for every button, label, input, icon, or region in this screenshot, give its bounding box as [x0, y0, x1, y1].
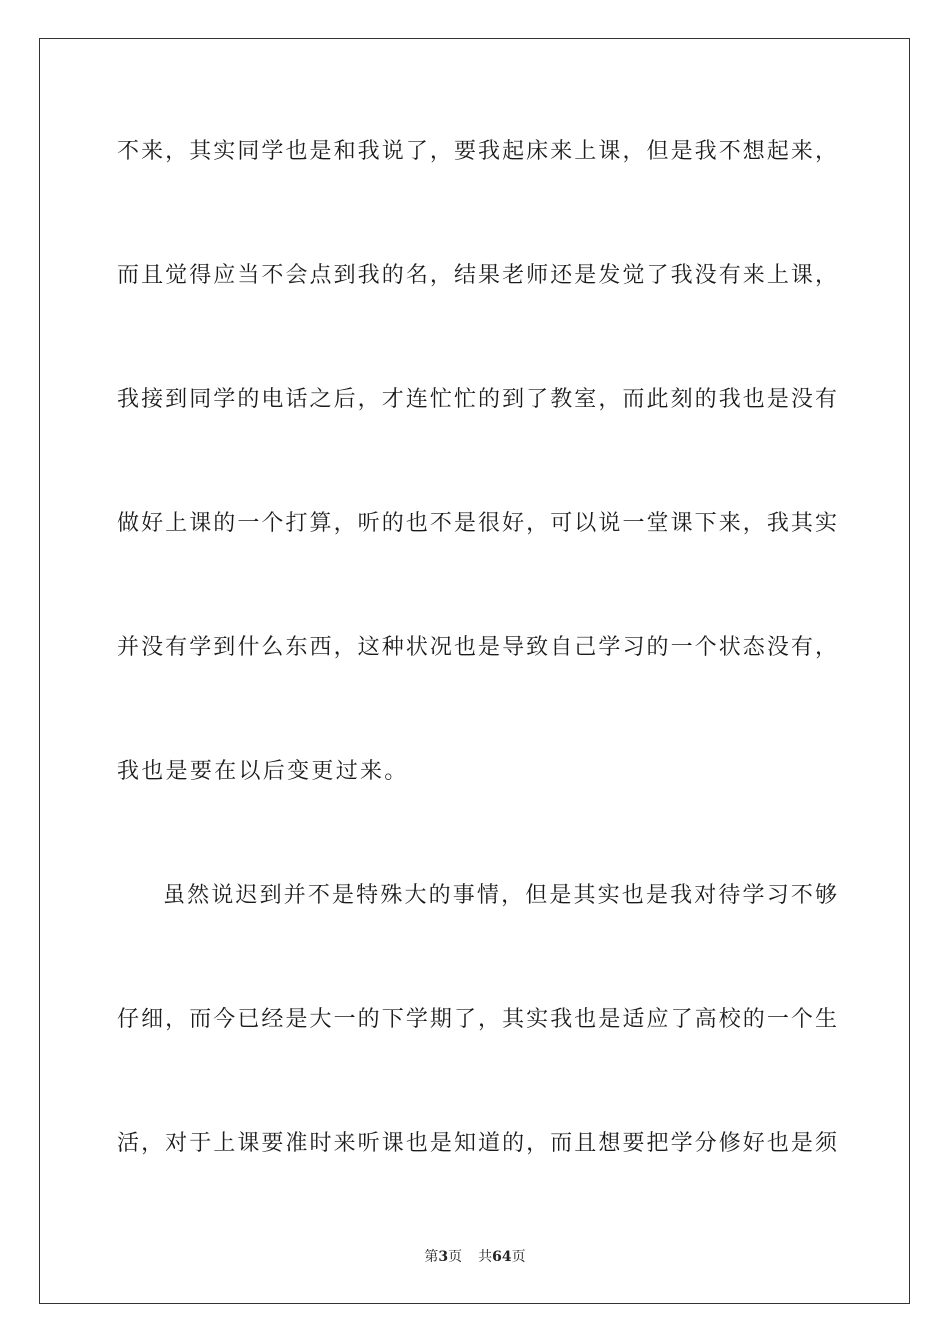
page-prefix: 第: [424, 1249, 439, 1265]
total-pages: 64: [492, 1249, 512, 1265]
body-line-4: 做好上课的一个打算，听的也不是很好，可以说一堂课下来，我其实: [117, 511, 837, 536]
body-line-6: 我也是要在以后变更过来。: [117, 759, 409, 784]
body-line-3: 我接到同学的电话之后，才连忙忙的到了教室，而此刻的我也是没有: [117, 387, 837, 412]
body-line-7: 虽然说迟到并不是特殊大的事情，但是其实也是我对待学习不够: [163, 883, 837, 908]
total-suffix: 页: [511, 1249, 526, 1265]
page-number: 3: [438, 1249, 449, 1265]
body-line-2: 而且觉得应当不会点到我的名，结果老师还是发觉了我没有来上课，: [117, 263, 837, 288]
page-suffix: 页: [448, 1249, 463, 1265]
body-line-1: 不来，其实同学也是和我说了，要我起床来上课，但是我不想起来，: [117, 139, 837, 164]
page-footer: [0, 1248, 950, 1266]
page-border: [39, 38, 910, 1304]
total-prefix: 共: [478, 1249, 493, 1265]
body-line-5: 并没有学到什么东西，这种状况也是导致自己学习的一个状态没有，: [117, 635, 837, 660]
body-line-8: 仔细，而今已经是大一的下学期了，其实我也是适应了高校的一个生: [117, 1007, 837, 1032]
body-line-9: 活，对于上课要准时来听课也是知道的，而且想要把学分修好也是须: [117, 1131, 837, 1156]
